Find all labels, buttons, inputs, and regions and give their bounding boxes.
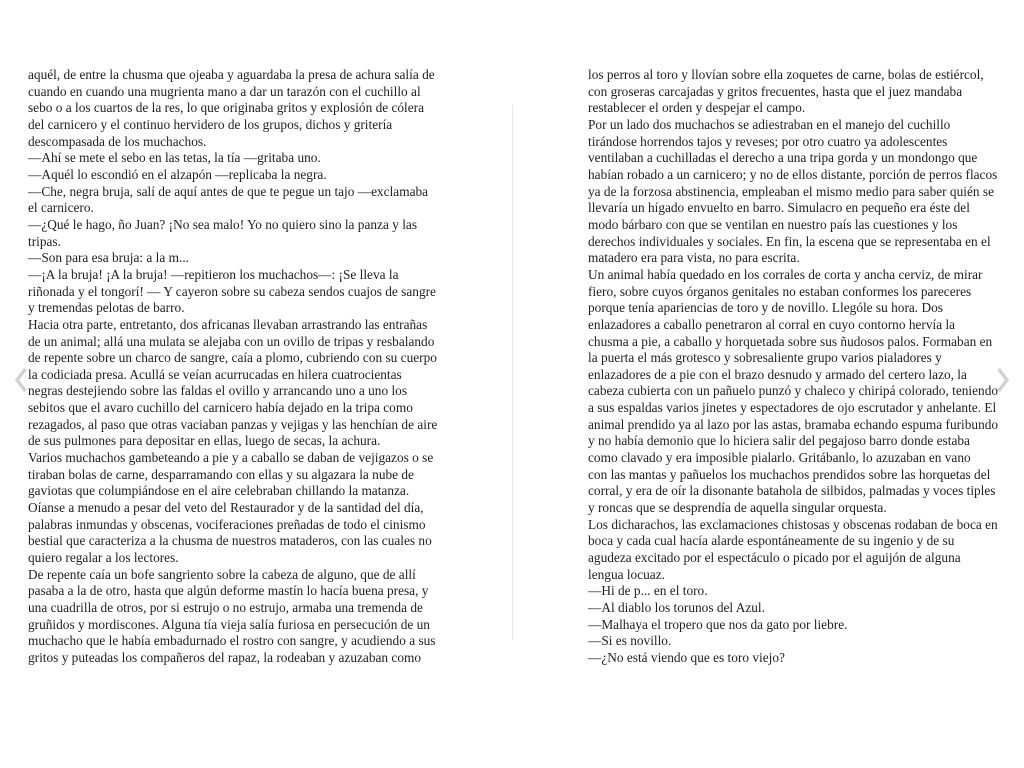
text-line: la codiciada presa. Acullá se veían acurrucadas en hilera cuatrocientas (28, 366, 402, 382)
text-line: descompasada de los muchachos. (28, 133, 207, 149)
text-line: lengua locuaz. (588, 566, 665, 582)
text-line: modo bárbaro con que se ventilan en nuestro país las cuestiones y los (588, 216, 958, 232)
text-line: de un animal; allá una mulata se alejaba con un ovillo de tripas y resbalando (28, 333, 435, 349)
text-line: gritos y puteadas los compañeros del rapaz, la rodeaban y azuzaban como (28, 649, 422, 665)
text-line: tiraban bolas de carne, desparramando con ellas y su algazara la nube de (28, 466, 414, 482)
text-line: Oíanse a menudo a pesar del veto del Restaurador y de la santidad del día, (28, 500, 424, 516)
text-line: restablecer el orden y despejar el campo. (588, 100, 806, 116)
text-line: el carnicero. (28, 200, 94, 216)
text-line: habían robado a un carnicero; y no de ellos distante, porción de perros flacos (588, 166, 998, 182)
paragraph (28, 217, 444, 250)
prev-page-button[interactable] (10, 364, 32, 396)
text-line: —Hi de p... en el toro. (588, 583, 708, 599)
text-line: —Che, negra bruja, salí de aquí antes de que te pegue un tajo —exclamaba (28, 183, 429, 199)
text-line: enlazadores a caballo penetraron al corral en cuyo contorno hervía la (588, 316, 956, 332)
text-line: chusma a pie, a caballo y horquetada sobre sus ñudosos palos. Formaban en (588, 333, 993, 349)
text-line: gruñidos y mordiscones. Alguna tía vieja salía furiosa en persecución de un (28, 616, 430, 632)
text-line: ya de la forzosa abstinencia, empleaban el mismo medio para saber quién se (588, 183, 994, 199)
text-line: Por un lado dos muchachos se adiestraban en el manejo del cuchillo (588, 116, 951, 132)
text-line: cabeza cubierta con un pañuelo punzó y chaleco y chiripá colorado, teniendo (588, 383, 999, 399)
paragraph (28, 567, 444, 667)
paragraph (28, 267, 444, 317)
text-line: de repente sobre un charco de sangre, caía a plomo, cubriendo con su cuerpo (28, 350, 437, 366)
paragraph (28, 150, 444, 167)
text-line: muchacho que le había embadurnado el rostro con sangre, y acudiendo a sus (28, 633, 436, 649)
paragraph (588, 67, 1004, 117)
paragraph (588, 617, 1004, 634)
paragraph (28, 317, 444, 450)
paragraph (28, 184, 444, 217)
text-line: enlazadores de a pie con el brazo desnudo y armado del certero lazo, la (588, 366, 967, 382)
text-line: ventilaban a cuchilladas el derecho a una tripa gorda y un mondongo que (588, 150, 978, 166)
text-line: —Si es novillo. (588, 633, 672, 649)
right-page (588, 67, 1004, 667)
text-line: Varios muchachos gambeteando a pie y a caballo se daban de vejigazos o se (28, 450, 434, 466)
text-line: de sus pulmones para depositar en ellas, luego de secas, la achura. (28, 433, 381, 449)
paragraph (28, 500, 444, 567)
text-line: agudeza excitado por el espectáculo o picado por el aguijón de alguna (588, 550, 961, 566)
text-line: —Aquél lo escondió en el alzapón —replicaba la negra. (28, 166, 327, 182)
paragraph (588, 517, 1004, 584)
text-line: Hacia otra parte, entretanto, dos africanas llevaban arrastrando las entrañas (28, 316, 428, 332)
text-line: y roncas que se desprendía de aquella singular orquesta. (588, 500, 887, 516)
text-line: y no había demonio que lo hiciera salir del pegajoso barro donde estaba (588, 433, 970, 449)
text-line: con las mantas y pañuelos los muchachos prendidos sobre las horquetas del (588, 466, 991, 482)
paragraph (588, 267, 1004, 517)
text-line: palabras inmundas y obscenas, vociferaciones preñadas de todo el cinismo (28, 516, 426, 532)
text-line: tripas. (28, 233, 61, 249)
text-line: —¿No está viendo que es toro viejo? (588, 649, 785, 665)
text-line: riñonada y el tongorí! — Y cayeron sobre su cabeza sendos cuajos de sangre (28, 283, 436, 299)
text-line: sebitos que el avaro cuchillo del carnicero había dejado en la tripa como (28, 400, 413, 416)
text-line: con groseras carcajadas y gritos frecuentes, hasta que el juez mandaba (588, 83, 963, 99)
text-line: porque tenía apariencias de toro y de novillo. Llególe su hora. Dos (588, 300, 943, 316)
text-line: Los dicharachos, las exclamaciones chistosas y obscenas rodaban de boca en (588, 516, 998, 532)
text-line: rezagados, al paso que otras vaciaban panzas y vejigas y las henchían de aire (28, 416, 438, 432)
text-line: —¡A la bruja! ¡A la bruja! —repitieron los muchachos—: ¡Se lleva la (28, 266, 399, 282)
text-line: fiero, sobre cuyos órganos genitales no estaban conformes los pareceres (588, 283, 972, 299)
text-line: gaviotas que columpiándose en el aire celebraban chillando la matanza. (28, 483, 410, 499)
text-line: —Malhaya el tropero que nos da gato por liebre. (588, 616, 848, 632)
text-line: Un animal había quedado en los corrales de corta y ancha cerviz, de mirar (588, 266, 983, 282)
text-line: del carnicero y el continuo hervidero de los grupos, dichos y gritería (28, 116, 393, 132)
text-line: sebo o a los cuartos de la res, lo que originaba gritos y explosión de cólera (28, 100, 425, 116)
text-line: —Son para esa bruja: a la m... (28, 250, 189, 266)
text-line: bestial que caracteriza a la chusma de nuestros mataderos, con las cuales no (28, 533, 432, 549)
text-line: quiero regalar a los lectores. (28, 550, 179, 566)
paragraph (28, 450, 444, 500)
left-page (28, 67, 444, 667)
text-line: —Ahí se mete el sebo en las tetas, la tía —gritaba uno. (28, 150, 321, 166)
text-line: matadero era para vista, no para escrita. (588, 250, 800, 266)
text-line: y tremendas pelotas de barro. (28, 300, 185, 316)
text-line: tirándose horrendos tajos y reveses; por otro cuatro ya adolescentes (588, 133, 948, 149)
text-line: corral, y era de oír la disonante batahola de silbidos, palmadas y voces tiples (588, 483, 996, 499)
chevron-right-icon (996, 367, 1010, 393)
text-line: boca y cada cual hacía alarde espontáneamente de su ingenio y de su (588, 533, 955, 549)
text-line: —¿Qué le hago, ño Juan? ¡No sea malo! Yo no quiero sino la panza y las (28, 216, 418, 232)
paragraph (588, 117, 1004, 267)
paragraph (28, 67, 444, 150)
text-line: negras destejiendo sobre las faldas el ovillo y arrancando uno a uno los (28, 383, 407, 399)
text-line: llevaría un hígado envuelto en barro. Simulacro en pequeño era éste del (588, 200, 970, 216)
text-line: pasaba a la de otro, hasta que algún deforme mastín lo hacía buena presa, y (28, 583, 429, 599)
paragraph (588, 600, 1004, 617)
text-line: —Al diablo los torunos del Azul. (588, 600, 765, 615)
text-line: a sus espaldas varios jinetes y espectadores de ojo escrutador y anhelante. El (588, 400, 997, 416)
text-line: animal prendido ya al lazo por las astas, bramaba echando espuma furibundo (588, 416, 999, 432)
page-divider (512, 105, 513, 640)
text-line: la puerta el más grotesco y sobresaliente grupo varios pialadores y (588, 350, 942, 366)
text-line: como clavado y era imposible pialarlo. Gritábanlo, lo azuzaban en vano (588, 450, 971, 466)
text-line: una cuadrilla de otros, por si estrujo o no estrujo, armaba una tremenda de (28, 600, 423, 615)
chevron-left-icon (14, 367, 28, 393)
paragraph (28, 167, 444, 184)
paragraph (588, 650, 1004, 667)
paragraph (28, 250, 444, 267)
paragraph (588, 583, 1004, 600)
paragraph (588, 633, 1004, 650)
text-line: derechos individuales y sociales. En fin, la escena que se representaba en el (588, 233, 991, 249)
next-page-button[interactable] (992, 364, 1014, 396)
text-line: De repente caía un bofe sangriento sobre la cabeza de alguno, que de allí (28, 566, 416, 582)
text-line: aquél, de entre la chusma que ojeaba y aguardaba la presa de achura salía de (28, 67, 435, 82)
text-line: los perros al toro y llovían sobre ella zoquetes de carne, bolas de estiércol, (588, 67, 984, 82)
text-line: cuando en cuando una mugrienta mano a dar un tarazón con el cuchillo al (28, 83, 421, 99)
